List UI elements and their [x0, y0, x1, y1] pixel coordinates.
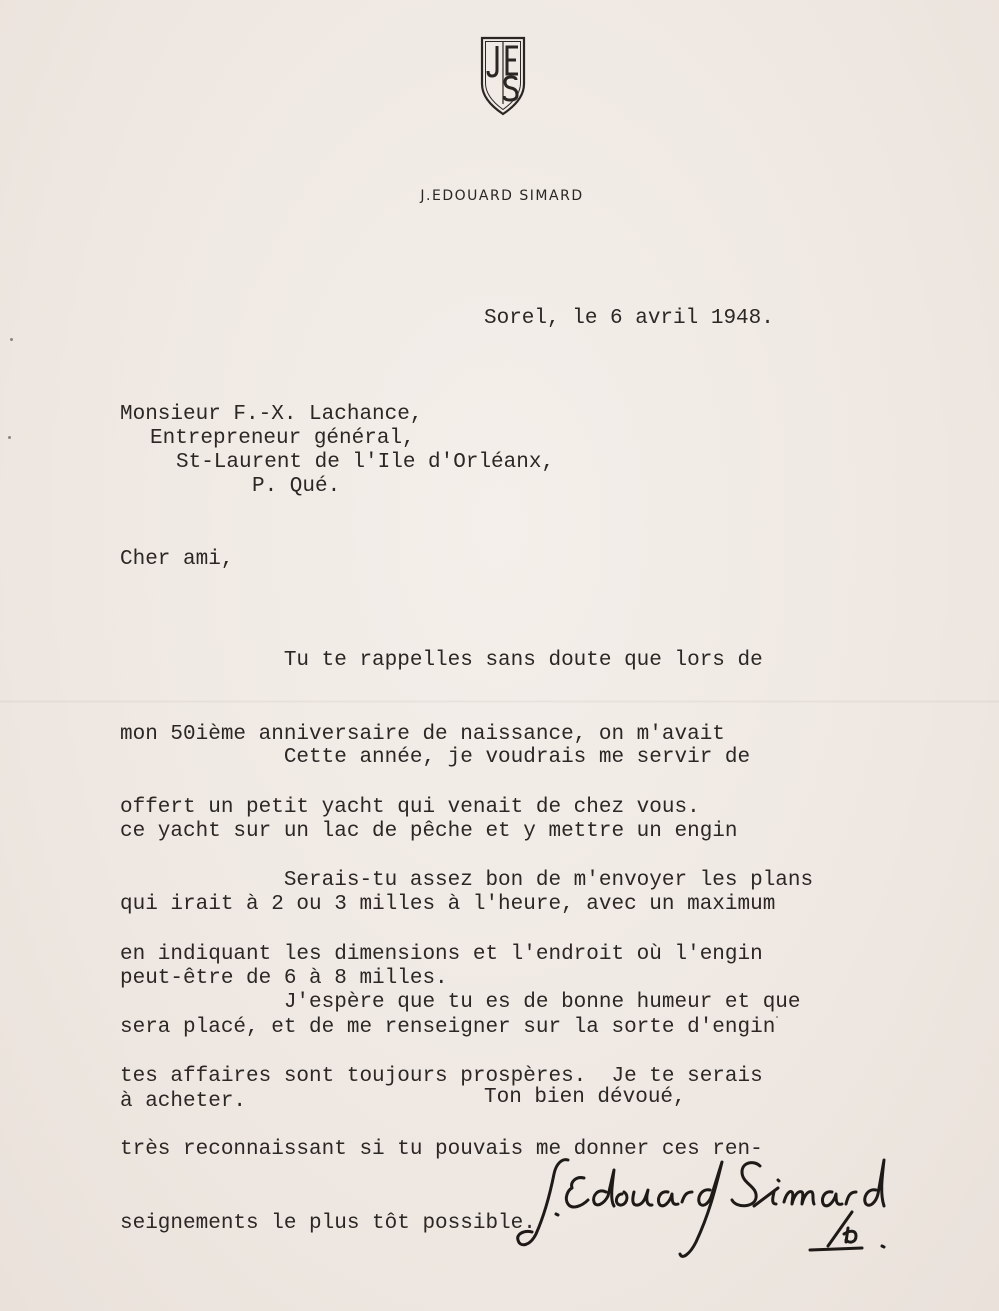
closing: Ton bien dévoué, — [484, 1086, 686, 1109]
paper-speck — [8, 436, 11, 439]
paragraph-line: à acheter. — [120, 1089, 247, 1113]
paragraph-line: Serais-tu assez bon de m'envoyer les plans — [120, 869, 814, 892]
paragraph-line: J'espère que tu es de bonne humeur et que — [120, 991, 801, 1014]
paragraph-line: seignements le plus tôt possible. — [120, 1211, 536, 1235]
jes-monogram-shield-icon — [478, 34, 528, 118]
paragraph-line: tes affaires sont toujours prospères. Je te serais — [120, 1064, 763, 1088]
recipient-title: Entrepreneur général, — [150, 427, 415, 450]
recipient-province: P. Qué. — [252, 475, 341, 498]
paragraph-line: Tu te rappelles sans doute que lors de — [120, 649, 763, 672]
paragraph-line: offert un petit yacht qui venait de chez vous. — [120, 796, 700, 819]
paragraph-line: très reconnaissant si tu pouvais me donner ces ren- — [120, 1138, 763, 1161]
paragraph-line: en indiquant les dimensions et l'endroit où l'engin — [120, 942, 763, 966]
handwritten-signature-icon — [510, 1150, 900, 1270]
letterhead-name: J.EDOUARD SIMARD — [420, 188, 584, 204]
recipient-name: Monsieur F.-X. Lachance, — [120, 403, 423, 426]
paragraph-line: qui irait à 2 ou 3 milles à l'heure, avec un maximum — [120, 893, 776, 916]
paragraph-line: sera placé, et de me renseigner sur la sorte d'engin — [120, 1016, 776, 1039]
paragraph-line: Cette année, je voudrais me servir de — [120, 746, 751, 769]
paper-speck — [776, 1016, 778, 1018]
salutation: Cher ami, — [120, 548, 234, 571]
paragraph-line: mon 50ième anniversaire de naissance, on m'avait — [120, 722, 725, 746]
paper-speck — [10, 338, 13, 341]
paragraph-line: peut-être de 6 à 8 milles. — [120, 966, 448, 990]
paragraph-line: ce yacht sur un lac de pêche et y mettre un engin — [120, 819, 738, 843]
recipient-address: St-Laurent de l'Ile d'Orléanx, — [176, 451, 555, 474]
date-line: Sorel, le 6 avril 1948. — [484, 307, 774, 330]
